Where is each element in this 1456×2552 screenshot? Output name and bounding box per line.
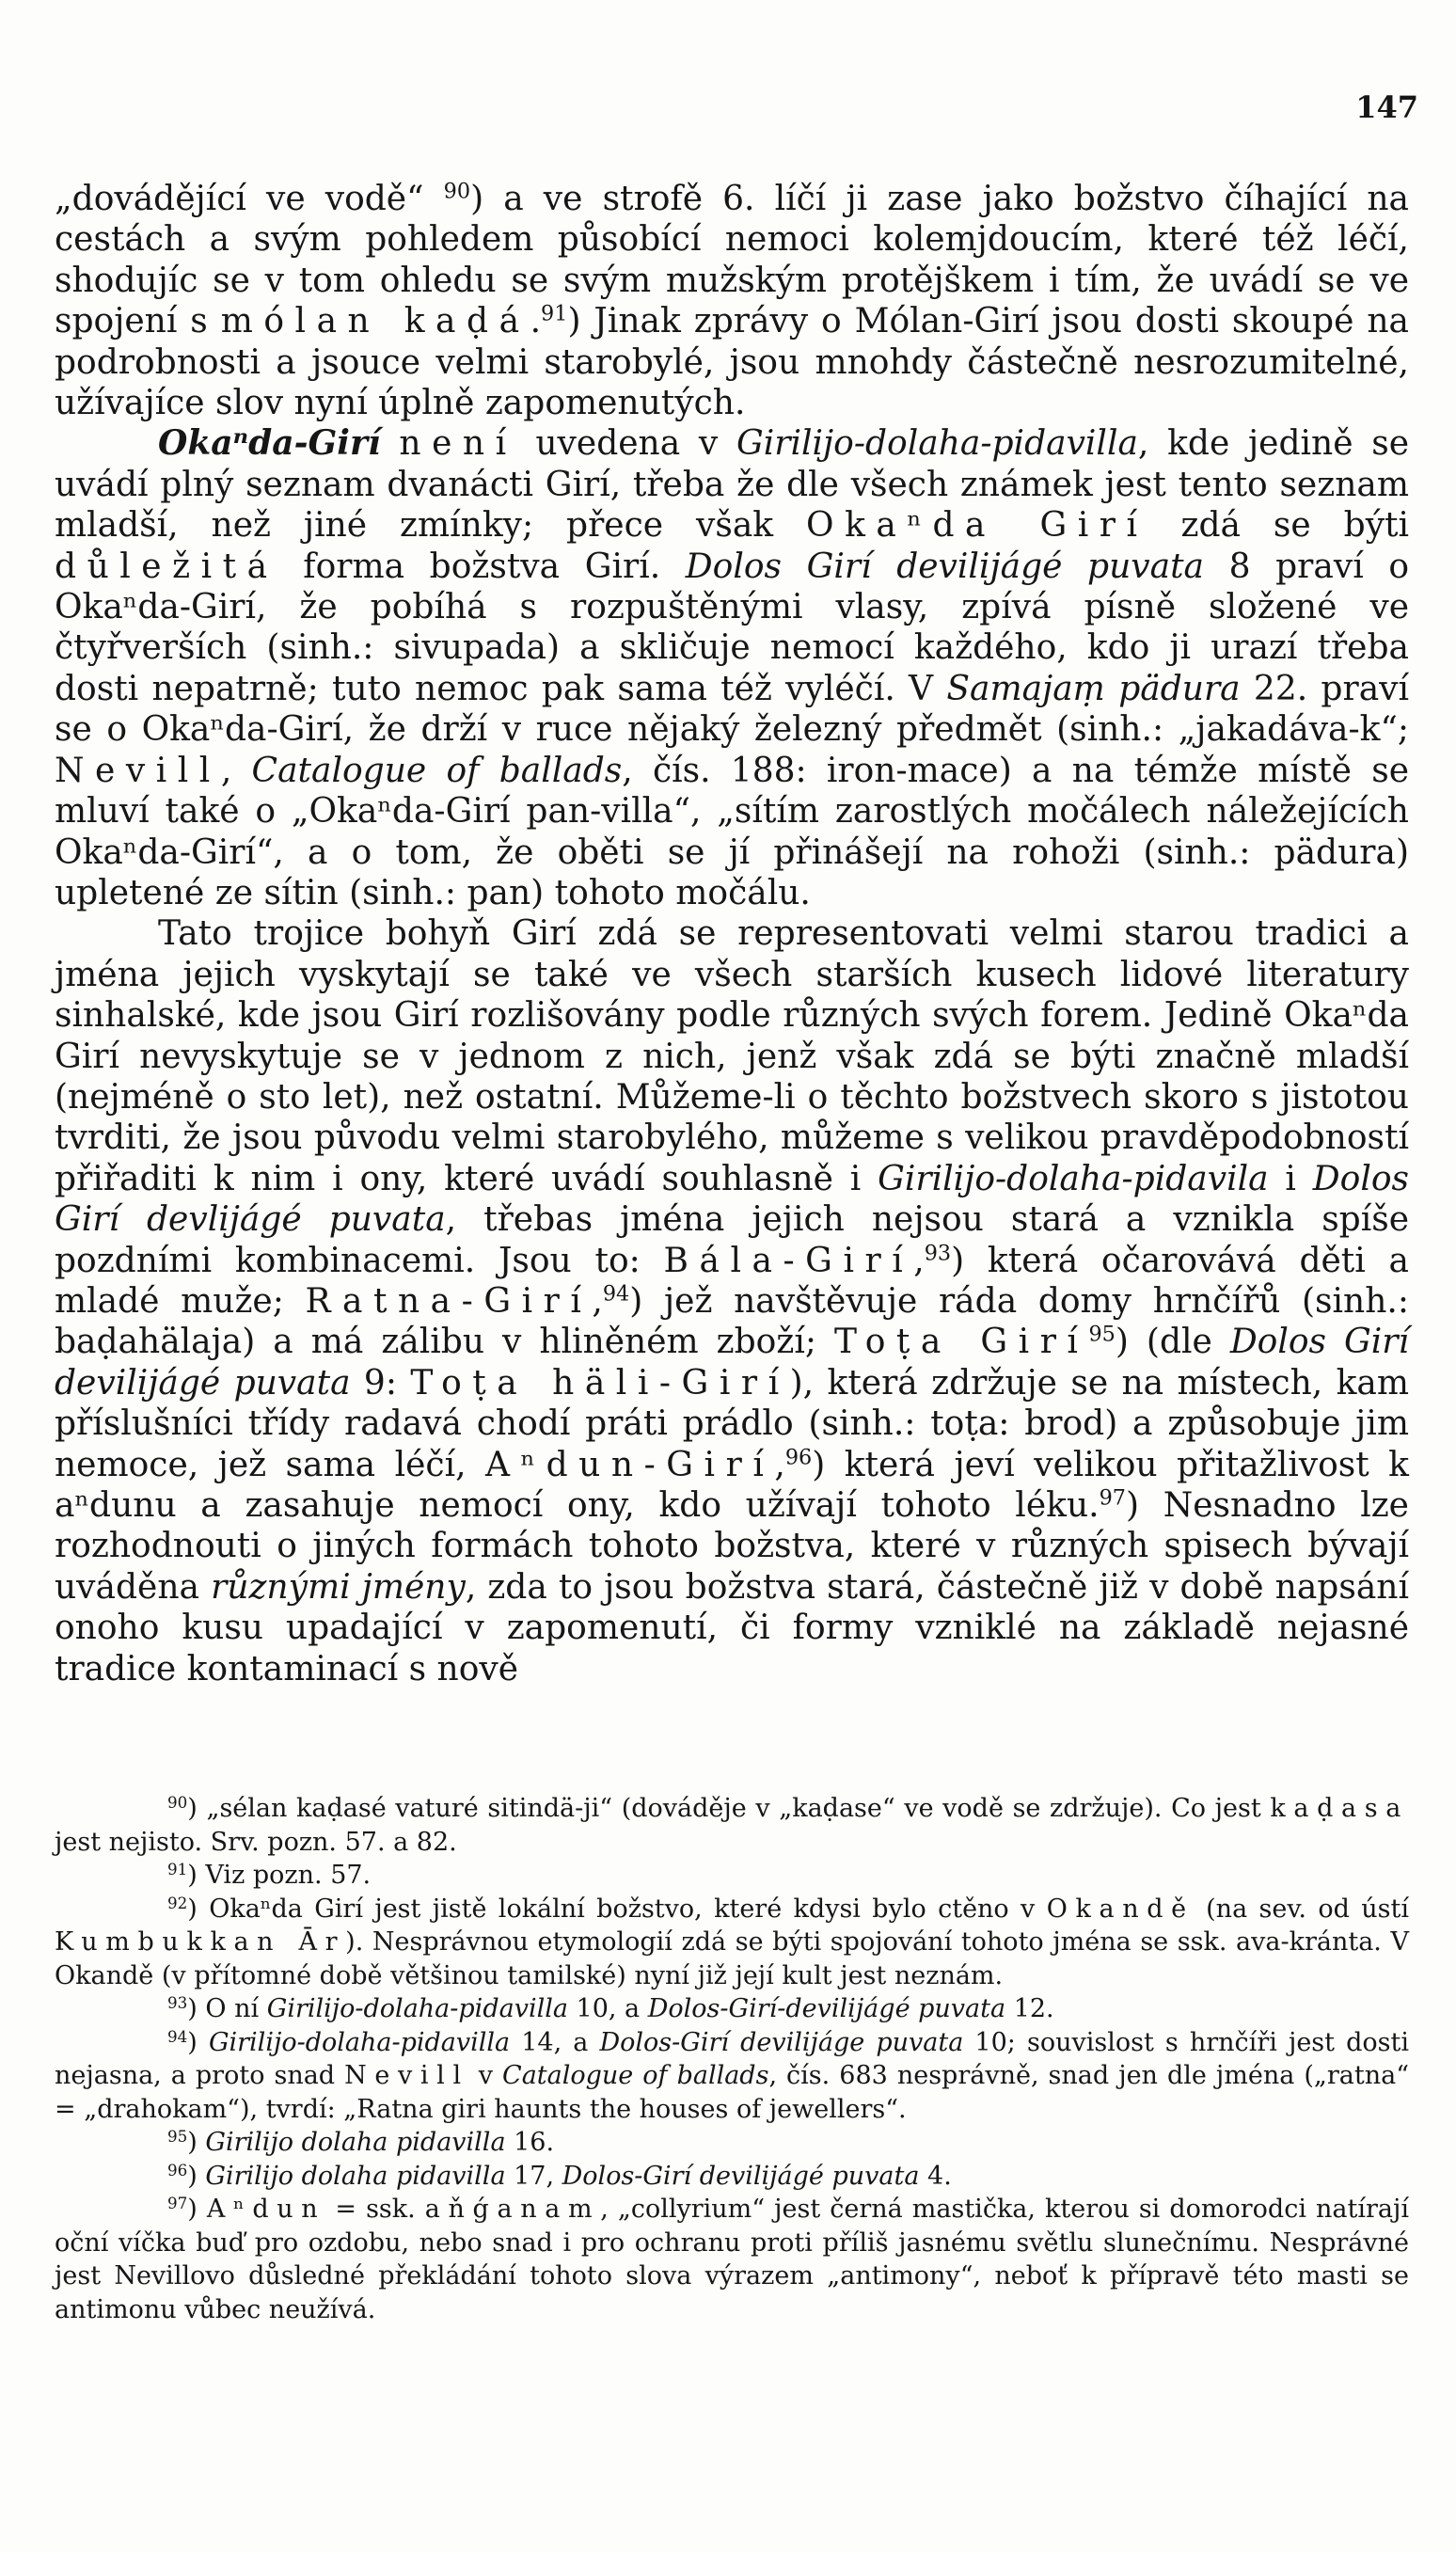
footnote	[55, 1792, 1409, 1859]
text-run: zdá se býti	[1147, 506, 1410, 546]
text-run: Tato trojice bohyň Girí zdá se representovati velmi starou tradici a jména jejich vyskytají se také ve všech starších kusech lidové literatury sinhalské, kde jsou Girí rozlišovány podle různých svých forem. Jedině Okaⁿda Girí nevyskytuje se v jednom z nich, jenž však zdá se býti značně mladší (nejméně o sto let), než ostatní. Můžeme-li o těchto božstvech skoro s jistotou tvrditi, že jsou původu velmi starobylého, můžeme s velikou pravděpodobností přiřaditi k nim i ony, které uvádí souhlasně i	[55, 914, 1409, 1198]
footnote-ref: 94	[602, 1281, 630, 1307]
text-run: ) a ve strofě 6. líčí ji zase jako božstvo číhající na cestách a svým pohledem působící nemoci kolemjdoucím, které též léčí, shodujíc se v tom ohledu se svým mužským protějškem i tím, že uvádí se ve spojení s	[55, 180, 1410, 341]
footnote	[55, 2126, 1409, 2160]
text-run: i	[1268, 1159, 1313, 1198]
spaced-term: kaḍasa	[1270, 1794, 1409, 1823]
text-run: , čís. 188: iron-mace) a na témže místě se mluví také o „Okaⁿda-Girí pan-villa“, „sítím zarostlých močálech náležejících Okaⁿda-Girí“, a o tom, že oběti se jí přinášejí na rohoži (sinh.: pädura) upletené ze sítin (sinh.: pan) tohoto močálu.	[55, 751, 1410, 912]
spaced-term: Nevill	[344, 2061, 469, 2090]
text-run: ) která jeví velikou přitažlivost k aⁿdunu a zasahuje nemocí ony, kdo užívají tohoto léku.	[55, 1445, 1409, 1525]
footnote-ref: 97	[167, 2193, 188, 2212]
footnote	[55, 2193, 1409, 2326]
text-run: 9:	[350, 1363, 411, 1403]
text-run: uvedena v	[516, 424, 736, 464]
text-run: )	[187, 2161, 206, 2191]
paragraph	[55, 179, 1409, 423]
text-run: 10, a	[567, 1994, 648, 2023]
text-run: , zda to jsou božstva stará, částečně již v době napsání onoho kusu upadající v zapomenutí, či formy vzniklé na základě nejasné tradice kontaminací s nově	[55, 1567, 1409, 1688]
spaced-term: Ratna-Girí	[305, 1281, 593, 1321]
text-run: forma božstva Girí.	[277, 547, 686, 586]
text-run	[381, 424, 400, 463]
text-run: jest nejisto. Srv. pozn. 57. a 82.	[55, 1827, 457, 1857]
spaced-term: Okandě	[1046, 1894, 1195, 1924]
footnote	[55, 1992, 1409, 2026]
text-run: ) která očarovává děti a mladé muže;	[55, 1241, 1409, 1321]
italic-title: Dolos Girí devilijágé puvata	[685, 547, 1204, 586]
text-run: , čís. 683 nesprávně, snad jen dle jména („ratna“ = „drahokam“), tvrdí: „Ratna giri haunts the houses of jewellers“.	[55, 2061, 1409, 2124]
text-run: 22. praví se o Okaⁿda-Girí, že drží v ruce nějaký železný předmět (sinh.: „jakadáva-k“;	[55, 669, 1410, 750]
italic-title: Girilijo dolaha pidavilla	[205, 2128, 506, 2157]
text-run: ) Jinak zprávy o Mólan-Girí jsou dosti skoupé na podrobnosti a jsouce velmi starobylé, jsou mnohdy částečně nesrozumitelné, užívajíce slov nyní úplně zapomenutých.	[55, 302, 1409, 423]
spaced-term: není	[399, 424, 517, 464]
footnote-ref: 91	[167, 1859, 188, 1878]
footnote-ref: 93	[167, 1992, 188, 2012]
text-run: 14, a	[510, 2027, 600, 2057]
text-run: 10; souvislost s hrnčíři jest dosti nejasna, a proto snad	[55, 2027, 1409, 2090]
text-run: ) (dle	[1115, 1323, 1230, 1362]
spaced-term: Aⁿdun-Girí	[485, 1445, 775, 1484]
text-run: v	[468, 2061, 503, 2090]
text-run: ) O ní	[187, 1994, 267, 2023]
text-run: ) Nesnadno lze rozhodnouti o jiných formách tohoto božstva, které v různých spisech bývají uváděna	[55, 1486, 1409, 1607]
text-run: , „collyrium“ jest černá mastička, kterou si domorodci natírají oční víčka buď pro ozdobu, nebo snad i pro ochranu proti příliš jasnému světlu slunečnímu. Nesprávné jest Nevillovo důsledné překládání tohoto slova výrazem „antimony“, neboť k přípravě této masti se antimonu vůbec neužívá.	[55, 2195, 1409, 2324]
footnote	[55, 1893, 1409, 1993]
spaced-term: mólan kaḍá	[220, 302, 530, 341]
spaced-term: důležitá	[55, 547, 278, 586]
spaced-term: Okaⁿda Girí	[806, 506, 1148, 546]
text-run: )	[187, 2027, 209, 2057]
italic-title: Girilijo-dolaha-pidavila	[878, 1159, 1269, 1198]
spaced-term: aňǵanam	[424, 2195, 601, 2224]
italic-title: Dolos-Girí devilijágé puvata	[562, 2161, 920, 2191]
footnote-ref: 96	[784, 1445, 813, 1470]
spaced-term: Aⁿdun	[206, 2195, 326, 2224]
text-run: 16.	[505, 2128, 555, 2157]
italic-title: Girilijo-dolaha-pidavilla	[266, 1994, 568, 2023]
footnote-ref: 95	[167, 2126, 188, 2146]
italic-title: Samajaṃ pädura	[946, 669, 1241, 708]
italic-title: různými jmény	[211, 1567, 466, 1607]
text-run: , kde jedině se uvádí plný seznam dvanácti Girí, třeba že dle všech známek jest tento seznam mladší, než jiné zmínky; přece však	[55, 424, 1409, 546]
text-run: )	[187, 2128, 206, 2157]
italic-title: Catalogue of ballads	[251, 751, 623, 790]
text-run: ) Viz pozn. 57.	[187, 1861, 372, 1890]
italic-title: Girilijo dolaha pidavilla	[205, 2161, 506, 2191]
text-run: = ssk.	[325, 2195, 425, 2224]
italic-title: Dolos-Girí devilijáge puvata	[599, 2027, 964, 2057]
spaced-term: Toṭa Girí	[833, 1323, 1089, 1362]
text-run: ). Nesprávnou etymologií zdá se býti spojování tohoto jména se ssk. ava-kránta. V Okandě (v přítomné době většinou tamilské) nyní již její kult jest neznám.	[55, 1927, 1409, 1990]
italic-title: Girilijo-dolaha-pidavilla	[208, 2027, 511, 2057]
footnote-ref: 90	[167, 1792, 188, 1812]
footnote-ref: 97	[1099, 1485, 1126, 1511]
text-run: , třebas jména jejich nejsou stará a vznikla spíše pozdními kombinacemi. Jsou to:	[55, 1200, 1410, 1280]
text-run: ) Okaⁿda Girí jest jistě lokální božstvo, které kdysi bylo ctěno v	[187, 1894, 1047, 1924]
text-run: .	[530, 302, 542, 341]
italic-title: Catalogue of ballads	[502, 2061, 769, 2090]
paragraph	[55, 913, 1409, 1689]
footnote-ref: 95	[1088, 1323, 1116, 1348]
spaced-term: Toṭa häli-Girí	[410, 1363, 790, 1403]
text-run: ,	[913, 1241, 925, 1280]
text-run: ,	[592, 1281, 603, 1321]
main-text	[55, 179, 1409, 1689]
footnote-ref: 92	[167, 1893, 188, 1912]
footnote	[55, 2026, 1409, 2127]
page-number: 147	[1355, 89, 1418, 125]
footnote	[55, 2160, 1409, 2194]
italic-title: Dolos-Girí-devilijágé puvata	[647, 1994, 1006, 2023]
footnote	[55, 1859, 1409, 1893]
footnotes	[55, 1792, 1409, 2326]
text-run: ) „sélan kaḍasé vaturé sitindä-ji“ (dováděje v „kaḍase“ ve vodě se zdržuje). Co jest	[187, 1794, 1271, 1823]
footnote-ref: 96	[167, 2160, 188, 2180]
text-run: )	[187, 2195, 207, 2224]
italic-title: Okaⁿda-Girí	[158, 423, 381, 464]
text-run: ) jež navštěvuje ráda domy hrnčířů (sinh.: baḍahälaja) a má zálibu v hliněném zboží;	[55, 1281, 1409, 1362]
text-run: 17,	[505, 2161, 562, 2191]
spaced-term: Nevill	[55, 751, 221, 790]
text-run: 4.	[919, 2161, 952, 2191]
text-run: ), která zdržuje se na místech, kam příslušníci třídy radavá chodí práti prádlo (sinh.: toṭa: brod) a způsobuje jim nemoce, jež sama léčí,	[55, 1363, 1409, 1484]
italic-title: Girilijo-dolaha-pidavilla	[736, 424, 1138, 464]
footnote-ref: 91	[541, 301, 568, 326]
footnote-ref: 90	[443, 179, 471, 204]
text-run: ,	[220, 751, 252, 790]
text-run: „dovádějící ve vodě“	[55, 180, 444, 218]
italic-title: Dolos Girí devilijágé puvata	[55, 1323, 1409, 1403]
text-run: ,	[774, 1445, 785, 1484]
italic-title: Dolos Girí devlijágé puvata	[55, 1159, 1409, 1240]
spaced-term: Kumbukkan Ār	[55, 1927, 346, 1957]
text-run: 12.	[1005, 1994, 1054, 2023]
text-run: (na sev. od ústí	[1194, 1894, 1410, 1924]
text-run: 8 praví o Okaⁿda-Girí, že pobíhá s rozpuštěnými vlasy, zpívá písně složené ve čtyřverších (sinh.: sivupada) a skličuje nemocí každého, kdo ji urazí třeba dosti nepatrně; tuto nemoc pak sama též vyléčí. V	[55, 547, 1410, 708]
paragraph	[55, 423, 1409, 913]
footnote-ref: 93	[924, 1241, 952, 1266]
footnote-ref: 94	[167, 2026, 188, 2046]
spaced-term: Bála-Girí	[663, 1241, 914, 1280]
